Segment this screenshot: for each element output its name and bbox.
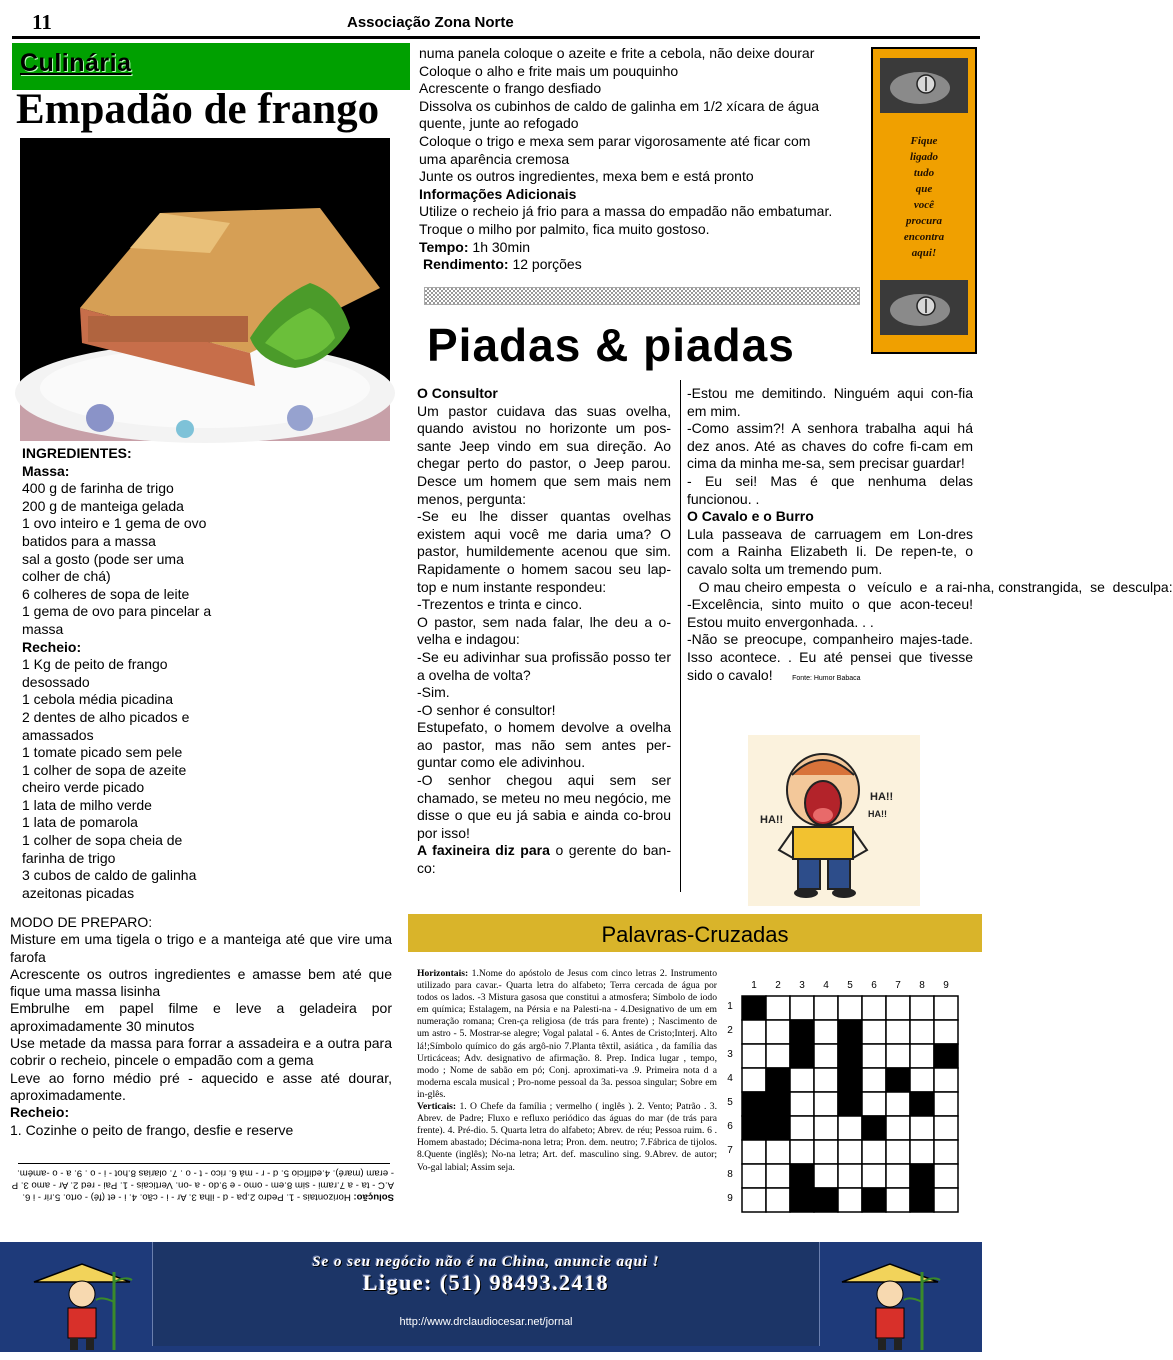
step-line: Coloque o alho e frite mais um pouquinho	[419, 62, 679, 79]
crossword-black-cell	[790, 1188, 814, 1212]
crossword-row-number: 1	[727, 1001, 733, 1012]
horizontal-label: Horizontais:	[417, 968, 469, 979]
crossword-cell[interactable]	[862, 1140, 886, 1164]
ingredient-item: batidos para a massa	[22, 532, 156, 549]
crossword-cell[interactable]	[790, 1068, 814, 1092]
step-line: Acrescente o frango desfiado	[419, 80, 602, 97]
joke-paragraph: Estupefato, o homem devolve a ovelha ao pastor, mas não sem antes per-guntar como ele adivinhou.	[417, 719, 671, 771]
time-label: Tempo:	[419, 238, 469, 255]
crossword-cell[interactable]	[910, 1044, 934, 1068]
crossword-row-number: 2	[727, 1025, 733, 1036]
crossword-black-cell	[910, 1092, 934, 1116]
footer-ad[interactable]	[0, 1242, 982, 1352]
crossword-row-number: 8	[727, 1169, 733, 1180]
crossword-column-number: 2	[775, 980, 781, 991]
crossword-title: Palavras-Cruzadas	[601, 922, 789, 947]
method-section	[10, 914, 392, 1139]
crossword-cell[interactable]	[766, 1044, 790, 1068]
step-line: Coloque o trigo e mexa sem parar vigorosamente até ficar com	[419, 132, 811, 149]
crossword-cell[interactable]	[814, 1068, 838, 1092]
answers-rule	[18, 1163, 390, 1164]
crossword-cell[interactable]	[910, 1116, 934, 1140]
footer-ad-phone[interactable]: Ligue: (51) 98493.2418	[362, 1270, 610, 1295]
joke-paragraph	[417, 842, 671, 877]
method-line: Acrescente os outros ingredientes e amasse bem até que fique uma massa lisinha	[10, 965, 392, 1000]
side-ad-line: Fique	[910, 135, 938, 147]
crossword-cell[interactable]	[934, 1140, 958, 1164]
crossword-black-cell	[934, 1044, 958, 1068]
crossword-cell[interactable]	[814, 996, 838, 1020]
crossword-cell[interactable]	[766, 1164, 790, 1188]
crossword-row-number: 9	[727, 1193, 733, 1204]
crossword-cell[interactable]	[814, 1044, 838, 1068]
crossword-cell[interactable]	[766, 1020, 790, 1044]
crossword-row-number: 7	[727, 1145, 733, 1156]
crossword-column-number: 5	[847, 980, 853, 991]
crossword-black-cell	[766, 1068, 790, 1092]
crossword-cell[interactable]	[790, 1116, 814, 1140]
yield-label: Rendimento:	[423, 256, 509, 273]
joke-paragraph: O pastor, sem nada falar, lhe deu a o-velha e indagou:	[417, 613, 671, 648]
horizontal-clues: 1.Nome do apóstolo de Jesus com cinco letras 2. Instrumento utilizado para cavar.- Quarta letra do alfabeto; Terra cercada de água por todos os lados. -3 Mistura gasosa que constitui a atmosfera; Símbolo de iodo em química; Estalagem, na Pérsia e na Palesti-na - 4.Designativo de um em numeração romana; Cren-ça religiosa (de trás para frente) ; Nascimento de um astro - 5. Mostrar-se alegre; Vogal palatal - 6. Antes de Cristo;Interj. Alto lá!;Símbolo químico do gás argô-nio 7.Planta têxtil, asiática , da família das Urticáceas; Adv. designativo de afirmação. 8. Prep. Indica lugar , tempo, modo ; Nome de sabão em pó; Conj. aproximati-va .9. Primeira nota d a moderna escala musical ; Pro-nome pessoal da 3a. pessoa singular; Sobre em in-glês.	[417, 968, 717, 1100]
crossword-black-cell	[910, 1188, 934, 1212]
joke-paragraph-text: -Não se preocupe, companheiro majes-tade. Isso acontece. . Eu até pensei que tivesse sido o cavalo!	[687, 631, 973, 683]
joke-paragraph: -Se eu adivinhar sua profissão posso ter a ovelha de volta?	[417, 648, 671, 683]
crossword-cell[interactable]	[790, 1140, 814, 1164]
yield-line	[419, 256, 867, 274]
ingredient-item: desossado	[22, 673, 90, 690]
crossword-cell[interactable]	[862, 1068, 886, 1092]
checker-divider	[424, 287, 860, 305]
time-line	[419, 239, 867, 257]
laugh-word: HA!!	[760, 814, 784, 826]
ingredient-item: amassados	[22, 726, 94, 743]
crossword-cell[interactable]	[910, 1020, 934, 1044]
crossword-answers	[10, 1166, 394, 1202]
crossword-cell[interactable]	[934, 996, 958, 1020]
crossword-cell[interactable]	[766, 996, 790, 1020]
ingredient-item: sal a gosto (pode ser uma	[22, 550, 184, 567]
laugh-word: HA!!	[870, 791, 894, 803]
crossword-grid[interactable]	[741, 995, 959, 1213]
ingredient-item: 1 colher de sopa cheia de	[22, 832, 183, 849]
crossword-cell[interactable]	[886, 1140, 910, 1164]
crossword-cell[interactable]	[934, 1188, 958, 1212]
joke-paragraph	[687, 631, 973, 687]
crossword-cell[interactable]	[910, 1140, 934, 1164]
crossword-cell[interactable]	[886, 1092, 910, 1116]
hand-compass-image	[880, 280, 968, 335]
crossword-black-cell	[790, 1044, 814, 1068]
recipe-title: Empadão de frango	[16, 86, 380, 133]
ingredient-item: 1 gema de ovo para pincelar a	[22, 603, 212, 620]
footer-ad-panel	[152, 1242, 820, 1346]
ingredient-item: farinha de trigo	[22, 849, 116, 866]
side-ad-line: tudo	[913, 167, 935, 179]
joke-paragraph: -Como assim?! A senhora trabalha aqui há dez anos. Até as chaves do cofre fi-cam em cima da minha me-sa, sem precisar guardar!	[687, 420, 973, 472]
crossword-column-number: 7	[895, 980, 901, 991]
side-ad-text	[873, 133, 975, 261]
crossword-black-cell	[910, 1164, 934, 1188]
crossword-black-cell	[862, 1116, 886, 1140]
method-line: Use metade da massa para forrar a assadeira e a outra para cobrir o recheio, pincele o empadão com a gema	[10, 1035, 392, 1069]
crossword-cell[interactable]	[838, 1116, 862, 1140]
crossword-cell[interactable]	[814, 1164, 838, 1188]
crossword-cell[interactable]	[934, 1164, 958, 1188]
method-filling-heading: Recheio:	[10, 1104, 70, 1121]
crossword-cell[interactable]	[742, 1188, 766, 1212]
crossword-cell[interactable]	[766, 1188, 790, 1212]
crossword-cell[interactable]	[838, 1164, 862, 1188]
crossword-cell[interactable]	[766, 1140, 790, 1164]
ingredients-heading: INGREDIENTES:	[22, 445, 132, 461]
crossword-cell[interactable]	[886, 996, 910, 1020]
ingredient-item: 1 cebola média picadina	[22, 691, 173, 708]
crossword-black-cell	[742, 1116, 766, 1140]
joke-paragraph: Lula passeava de carruagem em Lon-dres com a Rainha Elizabeth Ii. De repen-te, o cavalo solta um tremendo pum.	[687, 525, 973, 577]
side-ad-line: encontra	[903, 231, 945, 243]
side-ad-line: ligado	[909, 151, 939, 163]
crossword-column-number: 3	[799, 980, 805, 991]
crossword-cell[interactable]	[886, 1164, 910, 1188]
crossword-banner	[408, 914, 982, 952]
crossword-cell[interactable]	[862, 996, 886, 1020]
crossword-cell[interactable]	[814, 1140, 838, 1164]
crossword-cell[interactable]	[814, 1092, 838, 1116]
section-banner	[12, 43, 410, 90]
crossword-cell[interactable]	[742, 1020, 766, 1044]
crossword-black-cell	[766, 1116, 790, 1140]
joke-intro: o gerente do ban-co:	[417, 842, 672, 877]
joke-paragraph: - Eu sei! Mas é que nenhuma delas funcionou. .	[687, 472, 973, 507]
crossword-cell[interactable]	[910, 1068, 934, 1092]
chinese-mascot-right	[822, 1242, 958, 1352]
ingredient-item: 1 Kg de peito de frango	[22, 656, 168, 673]
crossword-column-number: 1	[751, 980, 757, 991]
column-divider	[680, 380, 681, 892]
step-line: numa panela coloque o azeite e frite a cebola, não deixe dourar	[419, 45, 815, 61]
crossword-column-number: 4	[823, 980, 829, 991]
joke-paragraph: -Sim.	[417, 684, 450, 701]
crossword-black-cell	[814, 1188, 838, 1212]
crossword-cell[interactable]	[934, 1092, 958, 1116]
ingredient-item: cheiro verde picado	[22, 779, 145, 796]
publication-title: Associação Zona Norte	[347, 14, 514, 31]
ingredients-list	[22, 445, 402, 902]
method-line: Embrulhe em papel filme e leve a geladeira por aproximadamente 30 minutos	[10, 1000, 392, 1034]
time-value: 1h 30min	[468, 238, 530, 255]
crossword-clues	[417, 968, 717, 1174]
joke-paragraph: Um pastor cuidava das suas ovelha, quando avistou no horizonte um pos-sante Jeep vindo em sua direção. Ao chegar perto do pastor, o Jeep parou. Desce um homem que sem mais nem menos, pergunta:	[417, 402, 671, 507]
crossword-cell[interactable]	[742, 1164, 766, 1188]
crossword-black-cell	[838, 1044, 862, 1068]
crossword-black-cell	[886, 1068, 910, 1092]
method-heading: MODO DE PREPARO:	[10, 914, 153, 930]
crossword-cell[interactable]	[886, 1188, 910, 1212]
crossword-cell[interactable]	[742, 1068, 766, 1092]
crossword-cell[interactable]	[862, 1164, 886, 1188]
crossword-black-cell	[742, 996, 766, 1020]
crossword-cell[interactable]	[790, 1092, 814, 1116]
side-ad-line: procura	[905, 215, 943, 227]
info-line: Utilize o recheio já frio para a massa do empadão não embatumar.	[419, 203, 833, 220]
crossword-cell[interactable]	[862, 1044, 886, 1068]
recipe-photo	[20, 138, 390, 441]
answers-text: Horizontais - 1. Pedro 2.pa - d - ilha 3. Ar - i - cão. 4. i - et (fé) - orto. 5.rir - i 6. A.C - ta - a 7.rami - sim 8.em - omo - e 9.do - a -on. Verticais - 1. Pai - red 2. Ar - amo 3. P - eram (maré). 4.edifício 5. d - r - má 6. rico - t - o . 7. olarias 8.hot - i - o . 9. a - o -amém.	[11, 1167, 394, 1203]
crossword-black-cell	[742, 1092, 766, 1116]
step-line: Dissolva os cubinhos de caldo de galinha em 1/2 xícara de água	[419, 97, 820, 114]
answers-label: Solução:	[353, 1191, 394, 1203]
filling-heading: Recheio:	[22, 638, 82, 655]
hand-compass-image	[880, 58, 968, 113]
crossword-cell[interactable]	[910, 996, 934, 1020]
crossword-cell[interactable]	[886, 1020, 910, 1044]
method-line: 1. Cozinhe o peito de frango, desfie e reserve	[10, 1121, 294, 1138]
method-line: Leve ao forno médio pré - aquecido e asse até dourar, aproximadamente.	[10, 1069, 392, 1103]
ingredient-item: 1 tomate picado sem pele	[22, 744, 183, 761]
dough-heading: Massa:	[22, 462, 70, 479]
crossword-cell[interactable]	[862, 1092, 886, 1116]
info-heading: Informações Adicionais	[419, 185, 577, 202]
side-ad	[871, 47, 977, 354]
footer-ad-headline: Se o seu negócio não é na China, anuncie aqui !	[312, 1254, 660, 1270]
joke-title: O Consultor	[417, 385, 498, 401]
joke-paragraph: -Estou me demitindo. Ninguém aqui con-fia em mim.	[687, 385, 973, 419]
joke-paragraph: -Trezentos e trinta e cinco.	[417, 596, 583, 613]
joke-title: O Cavalo e o Burro	[687, 508, 814, 525]
ingredient-item: 1 lata de pomarola	[22, 814, 138, 831]
ingredient-item: colher de chá)	[22, 568, 111, 585]
ingredient-item: 2 dentes de alho picados e	[22, 708, 190, 725]
crossword-black-cell	[790, 1020, 814, 1044]
crossword-cell[interactable]	[886, 1044, 910, 1068]
recipe-steps	[419, 45, 867, 274]
crossword-column-number: 9	[943, 980, 949, 991]
ingredient-item: 6 colheres de sopa de leite	[22, 585, 190, 602]
joke-title: A faxineira diz para	[417, 842, 550, 859]
jokes-left-column	[417, 385, 671, 878]
crossword-row-number: 5	[727, 1097, 733, 1108]
crossword-black-cell	[862, 1188, 886, 1212]
side-ad-line: você	[913, 199, 935, 211]
laughing-cartoon	[748, 735, 920, 906]
info-line: Troque o milho por palmito, fica muito gostoso.	[419, 220, 710, 237]
crossword-black-cell	[838, 1068, 862, 1092]
crossword-cell[interactable]	[814, 1020, 838, 1044]
jokes-title: Piadas & piadas	[427, 319, 795, 371]
ingredient-item: 3 cubos de caldo de galinha	[22, 867, 197, 884]
ingredient-item: azeitonas picadas	[22, 884, 135, 901]
joke-paragraph: -O senhor é consultor!	[417, 701, 556, 718]
laugh-word: HA!!	[868, 809, 887, 819]
crossword-cell[interactable]	[934, 1068, 958, 1092]
ingredient-item: 1 lata de milho verde	[22, 796, 152, 813]
crossword-black-cell	[766, 1092, 790, 1116]
ingredient-item: 400 g de farinha de trigo	[22, 480, 174, 497]
page-number: 11	[32, 10, 52, 34]
method-line: Misture em uma tigela o trigo e a manteiga até que vire uma farofa	[10, 931, 392, 965]
crossword-black-cell	[838, 1092, 862, 1116]
yield-value: 12 porções	[508, 256, 582, 273]
step-line: Junte os outros ingredientes, mexa bem e está pronto	[419, 168, 754, 185]
step-line: quente, junte ao refogado	[419, 115, 579, 132]
crossword-cell[interactable]	[742, 1140, 766, 1164]
jokes-right-column	[687, 385, 1173, 687]
crossword-row-number: 6	[727, 1121, 733, 1132]
vertical-label: Verticais:	[417, 1101, 457, 1113]
crossword-row-number: 4	[727, 1073, 733, 1084]
header-rule	[12, 36, 980, 39]
crossword-black-cell	[790, 1164, 814, 1188]
crossword-cell[interactable]	[838, 1140, 862, 1164]
ingredient-item: 1 ovo inteiro e 1 gema de ovo	[22, 515, 207, 532]
crossword-cell[interactable]	[790, 996, 814, 1020]
ingredient-item: 1 colher de sopa de azeite	[22, 761, 187, 778]
side-ad-line: aqui!	[911, 247, 937, 259]
crossword-cell[interactable]	[838, 1188, 862, 1212]
source-credit: Fonte: Humor Babaca	[792, 674, 861, 682]
joke-paragraph: O mau cheiro empesta o veículo e a rai-nha, constrangida, se desculpa:	[687, 578, 1173, 595]
step-line: uma aparência cremosa	[419, 150, 570, 167]
joke-paragraph: -Se eu lhe disser quantas ovelhas existem aqui você me daria uma? O pastor, humildemente acenou que sim. Rapidamente o homem sacou seu lap-top e num instante respondeu:	[417, 508, 671, 595]
side-ad-line: que	[915, 183, 933, 195]
crossword-cell[interactable]	[814, 1116, 838, 1140]
crossword-cell[interactable]	[742, 1044, 766, 1068]
joke-paragraph: -Excelência, sinto muito o que acon-teceu! Estou muito envergonhada. . .	[687, 596, 973, 630]
crossword-cell[interactable]	[886, 1116, 910, 1140]
footer-ad-url[interactable]: http://www.drclaudiocesar.net/jornal	[399, 1316, 573, 1328]
vertical-clues: 1. O Chefe da família ; vermelho ( inglês ). 2. Vento; Patrão . 3. Abrev. de Padre; Fluxo e refluxo periódico das águas do mar (de trás para frente). 4. Pré-dio. 5. Quarta letra do alfabeto; Abrev. de réu; Pessoa ruim. 6 . Homem abastado; Décima-nona letra; Pron. dem. neutro; 7.Fábrica de tijolos. 8.Quente (inglês); No-na letra; Art. def. masculino sing. 9.Abrev. de autor; Vo-gal labial; Assim seja.	[417, 1101, 717, 1173]
crossword-column-number: 8	[919, 980, 925, 991]
ingredient-item: 200 g de manteiga gelada	[22, 497, 184, 514]
crossword-cell[interactable]	[934, 1020, 958, 1044]
crossword-cell[interactable]	[838, 996, 862, 1020]
joke-paragraph: -O senhor chegou aqui sem ser chamado, se meteu no meu negócio, me disse o que eu já sabia e ainda co-brou por isso!	[417, 772, 671, 841]
crossword-cell[interactable]	[862, 1020, 886, 1044]
section-label: Culinária	[20, 49, 132, 77]
chinese-mascot-left	[14, 1242, 150, 1352]
crossword-column-number: 6	[871, 980, 877, 991]
crossword-row-number: 3	[727, 1049, 733, 1060]
crossword-cell[interactable]	[934, 1116, 958, 1140]
ingredient-item: massa	[22, 620, 64, 637]
crossword-black-cell	[838, 1020, 862, 1044]
